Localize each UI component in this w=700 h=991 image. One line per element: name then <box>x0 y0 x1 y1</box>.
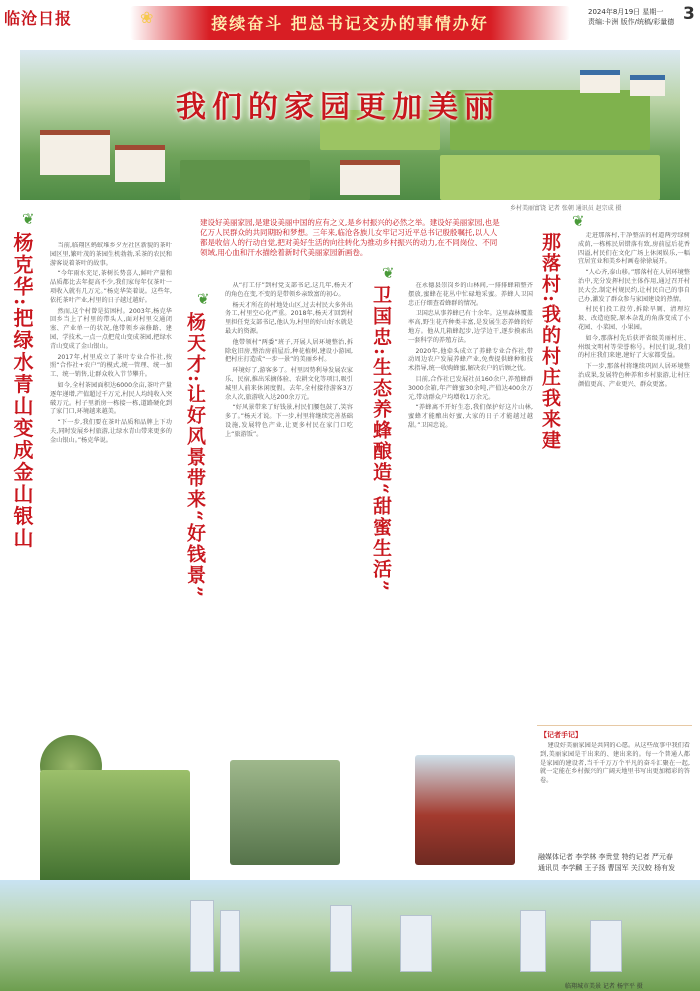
paragraph: 2017年,村里成立了茶叶专业合作社,按照“合作社+农户”的模式,统一管理、统一加工、统一销售,让群众收入节节攀升。 <box>50 353 172 379</box>
hero-caption: 乡村美丽富饶 记者 张朝 通讯员 赵宗成 摄 <box>510 205 622 212</box>
paragraph: 村民们投工投劳,拆除旱厕、清理垃圾、改造庭院,原本杂乱的角落变成了小花园、小菜园、小果园。 <box>578 306 690 331</box>
bottom-caption: 临翔城市美景 记者 杨宇平 摄 <box>565 983 643 990</box>
farm-field <box>440 155 660 200</box>
slogan-text: 接续奋斗 把总书记交办的事情办好 <box>211 14 489 33</box>
leaf-icon: ❦ <box>382 264 395 282</box>
article-body-naluo-village <box>578 232 690 712</box>
newspaper-logo: 临沧日报 <box>4 9 73 28</box>
village-house <box>630 75 665 96</box>
building <box>190 900 214 972</box>
page-number: 3 <box>683 4 695 24</box>
yang-tiancai-photo <box>230 760 340 865</box>
paragraph: “好风景带来了好钱景,村民们腰包鼓了,笑容多了。”杨天才说。下一步,村里将继续完善基础设施,发展特色产业,让更多村民在家门口吃上“旅游饭”。 <box>225 404 353 438</box>
column-title-yang-tiancai: 杨天才:让好风景带来“好钱景” <box>184 312 206 599</box>
column-title-yang-kehua: 杨克华:把绿水青山变成金山银山 <box>10 232 34 550</box>
building <box>400 915 432 972</box>
village-house <box>40 130 110 175</box>
reporter-note <box>540 742 690 842</box>
building <box>220 910 240 972</box>
paragraph: 杨天才所在的村地处山区,过去村民大多外出务工,村里空心化严重。2018年,杨天才回到村里担任党支部书记,他认为,村里的好山好水就是最大的资源。 <box>225 301 353 335</box>
leaf-icon: ❦ <box>572 212 585 230</box>
paragraph: 2020年,他牵头成立了养蜂专业合作社,带动周边农户发展养蜂产业,免费提供蜂种和技术指导,统一收购蜂蜜,解决农户的后顾之忧。 <box>408 347 533 373</box>
date-text: 2024年8月19日 星期一 <box>588 8 664 16</box>
editor-text: 责编:卡洲 版作/统稿/彩量德 <box>588 18 675 26</box>
article-body-wei-guozhong <box>408 282 533 742</box>
article-body-yang-kehua <box>50 242 172 732</box>
village-house <box>580 70 620 93</box>
paragraph: “养蜂离不开好生态,我们保护好这片山林,蜜蜂才能酿出好蜜,大家的日子才能越过越甜。”卫国忠说。 <box>408 404 533 429</box>
paragraph: 目前,合作社已发展社员160余户,养殖蜂群3000余箱,年产蜂蜜30余吨,产值达400余万元,带动群众户均增收1万余元。 <box>408 375 533 401</box>
paragraph: “人心齐,泰山移。”那落村在人居环境整治中,充分发挥村民主体作用,通过召开村民大会,制定村规民约,让村民自己的事自己办,激发了群众参与家园建设的热情。 <box>578 269 690 303</box>
column-title-wei-guozhong: 卫国忠:生态养蜂酿造“甜蜜生活” <box>370 285 392 593</box>
paragraph: 当前,临翔区蚂蚁堆乡夕左社区新貌的茶叶园区里,繁叶茂的茶园生机勃勃,采茶的农民和游客说着茶叶的故事。 <box>50 242 172 267</box>
paragraph: 他带领村“两委”班子,开展人居环境整治,拆除危旧房,整治房前屋后,种花植树,建设小游园,把村庄打造成“一步一景”的美丽乡村。 <box>225 338 353 364</box>
article-body-yang-tiancai <box>225 282 353 752</box>
wei-guozhong-photo <box>415 755 515 865</box>
paragraph: 然而,这个村曾是贫困村。2003年,杨克华回乡当上了村里的带头人,面对村里交通闭塞、产业单一的状况,他带领乡亲修路、建园、学技术,一点一点把荒山变成茶园,把绿水青山变成了金山银山。 <box>50 307 172 350</box>
hero-title: 我们的家园更加美丽 <box>176 90 500 125</box>
building <box>590 920 622 972</box>
paragraph: 环境好了,游客多了。村里因势利导发展农家乐、民宿,推出采摘体验、农耕文化等项目,吸引城里人前来休闲度假。去年,全村接待游客3万余人次,旅游收入达200余万元。 <box>225 367 353 401</box>
credits <box>538 852 675 874</box>
building <box>520 910 546 972</box>
date-line <box>588 7 674 27</box>
paragraph: 下一步,那落村将继续巩固人居环境整治成果,发展特色种养和乡村旅游,让村庄颜值更高、产业更兴、群众更富。 <box>578 363 690 388</box>
divider <box>537 725 692 726</box>
paragraph: “今年雨水充足,茶树长势喜人,鲜叶产量和品质都比去年提高不少,我们家每年仅茶叶一项收入就有几万元。”杨克华笑着说。这些年,依托茶叶产业,村里的日子越过越好。 <box>50 270 172 304</box>
paragraph: 在永德县崇岗乡的山林间,一排排蜂箱整齐摆放,蜜蜂在花丛中忙碌地采蜜。养蜂人卫国忠正仔细查看蜂群的情况。 <box>408 282 533 307</box>
credits-line: 融媒体记者 李学林 李贵堂 特约记者 严元春 <box>538 853 673 861</box>
paragraph: “下一步,我们要在茶叶品质和品牌上下功夫,同时发展乡村旅游,让绿水青山带来更多的金山银山。”杨克华说。 <box>50 419 172 444</box>
paragraph: 建设好美丽家园是共同的心愿。从这些故事中我们看到,美丽家园是干出来的、建出来的。每一个普通人都是家园的建设者,当千千万万个平凡的奋斗汇聚在一起,就一定能在乡村振兴的广阔天地里书写出更加精彩的答卷。 <box>540 742 690 785</box>
lantern-icon: ❀ <box>140 8 154 27</box>
paragraph: 如今,那落村先后获评省级美丽村庄、州级文明村等荣誉称号。村民们说,我们的村庄我们来建,建好了大家都受益。 <box>578 334 690 360</box>
intro-text: 建设好美丽家园,是建设美丽中国的应有之义,是乡村振兴的必然之举。建设好美丽家园,也是亿万人民群众的共同期盼和梦想。三年来,临沧各族儿女牢记习近平总书记殷殷嘱托,以人人都是收信人的行动自觉,把对美好生活的向往转化为推动乡村振兴的动力,在不同岗位、不同领域,用心血和汗水描绘着新时代美丽家园新画卷。 <box>200 218 500 257</box>
column-title-naluo-village: 那落村:我的村庄我来建 <box>539 232 561 452</box>
village-house <box>340 160 400 195</box>
leaf-icon: ❦ <box>197 290 210 308</box>
paragraph: 卫国忠从事养蜂已有十余年。这里森林覆盖率高,野生花卉种类丰富,是发展生态养蜂的好地方。他从几箱蜂起步,边学边干,逐步摸索出一套科学的养殖方法。 <box>408 310 533 344</box>
building <box>330 905 352 972</box>
yang-kehua-photo <box>40 770 190 885</box>
city-photo <box>0 880 700 991</box>
tree-line <box>180 160 310 200</box>
reporter-note-title: 【记者手记】 <box>540 731 582 739</box>
village-house <box>115 145 165 182</box>
credits-line: 通讯员 李学麟 王子扬 曹国军 关汉蛟 杨有发 <box>538 864 676 872</box>
leaf-icon: ❦ <box>22 210 35 228</box>
paragraph: 走进那落村,干净整洁的村道两旁绿树成荫,一栋栋民居错落有致,房前屋后花香四溢,村民们在文化广场上休闲娱乐,一幅宜居宜业和美乡村画卷徐徐展开。 <box>578 232 690 266</box>
paragraph: 如今,全村茶园面积达6000余亩,茶叶产量逐年递增,产值超过千万元,村民人均纯收入突破万元。村子里新房一栋接一栋,道路硬化到了家门口,环境越来越美。 <box>50 381 172 416</box>
paragraph: 从“打工仔”到村党支部书记,这几年,杨天才的角色在变,不变的是带领乡亲致富的初心。 <box>225 282 353 298</box>
